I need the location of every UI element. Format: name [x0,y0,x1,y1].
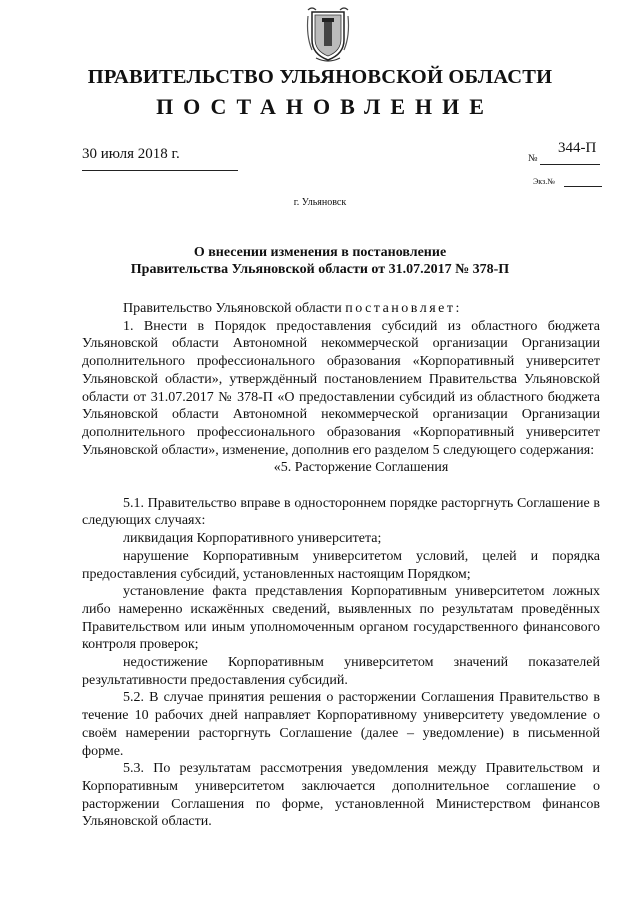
paragraph-1: 1. Внести в Порядок предоставления субсидий из областного бюджета Ульяновской области Автономной некоммерческой организации Организации дополнительного профессионального образования «Корпоративный университет Ульяновской области», утверждённый постановлением Правительства Ульяновской области от 31.07.2017 № 378-П «О предоставлении субсидий из областного бюджета Ульяновской области Автономной некоммерческой организации Организации дополнительного профессионального образования «Корпоративный университет Ульяновской области», изменение, дополнив его разделом 5 следующего содержания: [82,318,600,458]
paragraph-5-1: 5.1. Правительство вправе в одностороннем порядке расторгнуть Соглашение в следующих случаях: [82,495,600,529]
title-line-2: Правительства Ульяновской области от 31.07.2017 № 378-П [130,262,510,277]
city: г. Ульяновск [293,197,347,208]
paragraph-5-2: 5.2. В случае принятия решения о расторжении Соглашения Правительство в течение 10 рабочих дней направляет Корпоративному университету уведомление о своём намерении расторгнуть Соглашение (далее – уведомление) в письменной форме. [82,690,600,759]
intro-prefix: Правительство Ульяновской области [123,301,346,316]
document-title [0,244,640,278]
document-date: 30 июля 2018 г. [82,146,180,162]
section-heading: «5. Расторжение Соглашения [273,460,449,476]
document-type: ПОСТАНОВЛЕНИЕ [156,94,494,119]
title-line-1: О внесении изменения в постановление [193,245,447,260]
paragraph-5-3: 5.3. По результатам рассмотрения уведомления между Правительством и Корпоративным университетом заключается дополнительное соглашение о расторжении Соглашения по форме, установленной Министерством финансов Ульяновской области. [82,761,600,830]
government-name: ПРАВИТЕЛЬСТВО УЛЬЯНОВСКОЙ ОБЛАСТИ [87,66,553,88]
case-4: недостижение Корпоративным университетом значений показателей результативности предоставления субсидий. [82,655,600,688]
copy-underline [564,186,602,187]
case-1: ликвидация Корпоративного университета; [123,531,382,547]
date-underline [82,170,238,171]
copy-label: Экз.№ [533,177,555,186]
document-number: 344-П [558,140,597,156]
case-2: нарушение Корпоративным университетом условий, целей и порядка предоставления субсидий, установленных настоящим Порядком; [82,548,600,582]
intro-spaced: постановляет: [345,301,462,316]
document-body [82,300,600,831]
number-underline [540,164,600,165]
number-sign: № [528,153,538,164]
intro-paragraph [82,300,600,318]
case-3: установление факта представления Корпоративным университетом ложных либо намеренно искажённых сведений, выявленных по результатам проведённых Правительством или иным уполномоченным органом государственного финансового контроля проверок; [82,584,600,653]
coat-of-arms-icon [304,6,352,62]
